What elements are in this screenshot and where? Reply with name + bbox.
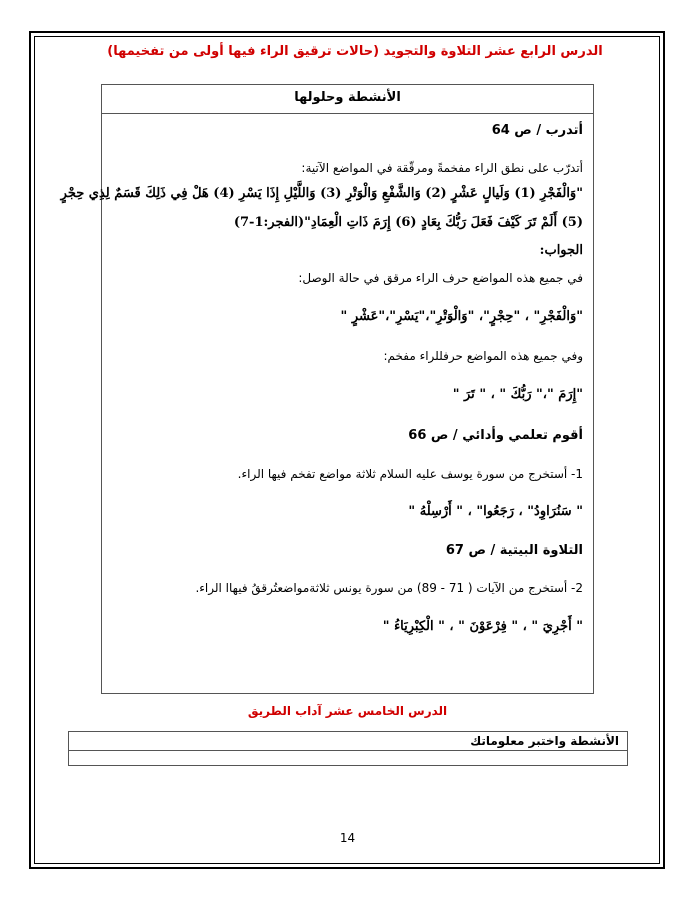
- section3-answer: " أَجْرِيَ " ، " فِرْعَوْنَ " ، " الْكِبْرِيَاءُ ": [382, 619, 583, 634]
- lesson15-title: الدرس الخامس عشر آداب الطريق: [247, 704, 448, 718]
- answer-words-2: "إِرَمَ "،" رَبُّكَ " ، " تَرَ ": [452, 387, 583, 402]
- activities-header: الأنشطة وحلولها: [102, 85, 593, 114]
- section2-title: أقوم تعلمي وأدائي / ص 66: [408, 428, 583, 443]
- section3-title: التلاوة البيتية / ص 67: [445, 543, 583, 558]
- verse-line-2: (5) أَلَمْ تَرَ كَيْفَ فَعَلَ رَبُّكَ بِعَادٍ (6) إِرَمَ ذَاتِ الْعِمَادِ"(الفجر:1-7): [233, 215, 583, 230]
- section2-answer: " سَنُرَاوِدُ" ، رَجَعُوا" ، " أَرْسِلْهُ ": [408, 504, 583, 519]
- answer-label: الجواب:: [539, 243, 583, 258]
- answer-text-2: وفي جميع هذه المواضع حرفللراء مفخم:: [383, 349, 583, 363]
- section3-question: 2- أستخرج من الآيات ( 71 - 89) من سورة يونس ثلاثةمواضعتُرققُ فيهاا الراء.: [195, 581, 583, 595]
- activities-box: [60, 84, 594, 694]
- verse-line-1: "وَالْفَجْرِ (1) وَلَيالٍ عَشْرٍ (2) وَالشَّفْعِ وَالْوَتْرِ (3) وَاللَّيْلِ إِذَا يَسْرِ (4) هَلْ فِي ذَلِكَ قَسَمٌ لِذِي حِجْرٍ: [60, 186, 583, 201]
- quiz-box: [68, 731, 628, 766]
- quiz-header: الأنشطة واختبر معلوماتك: [69, 732, 627, 751]
- section1-instruction: أتدرّب على نطق الراء مفخمةً ومرقّقة في المواضع الآتية:: [301, 161, 583, 175]
- section2-question: 1- أستخرج من سورة يوسف عليه السلام ثلاثة مواضع تفخم فيها الراء.: [237, 467, 583, 481]
- page-number: 14: [339, 831, 356, 845]
- answer-text-1: في جميع هذه المواضع حرف الراء مرقق في حالة الوصل:: [298, 271, 583, 285]
- lesson14-title: الدرس الرابع عشر التلاوة والتجويد (حالات ترقيق الراء فيها أولى من تفخيمها): [107, 44, 603, 59]
- section1-title: أتدرب / ص 64: [491, 123, 583, 138]
- answer-words-1: "وَالْفَجْرِ" ، "حِجْرٍ"، "وَالْوَتْرِ"،"يَسْرِ"،"عَشْرٍ ": [340, 309, 583, 324]
